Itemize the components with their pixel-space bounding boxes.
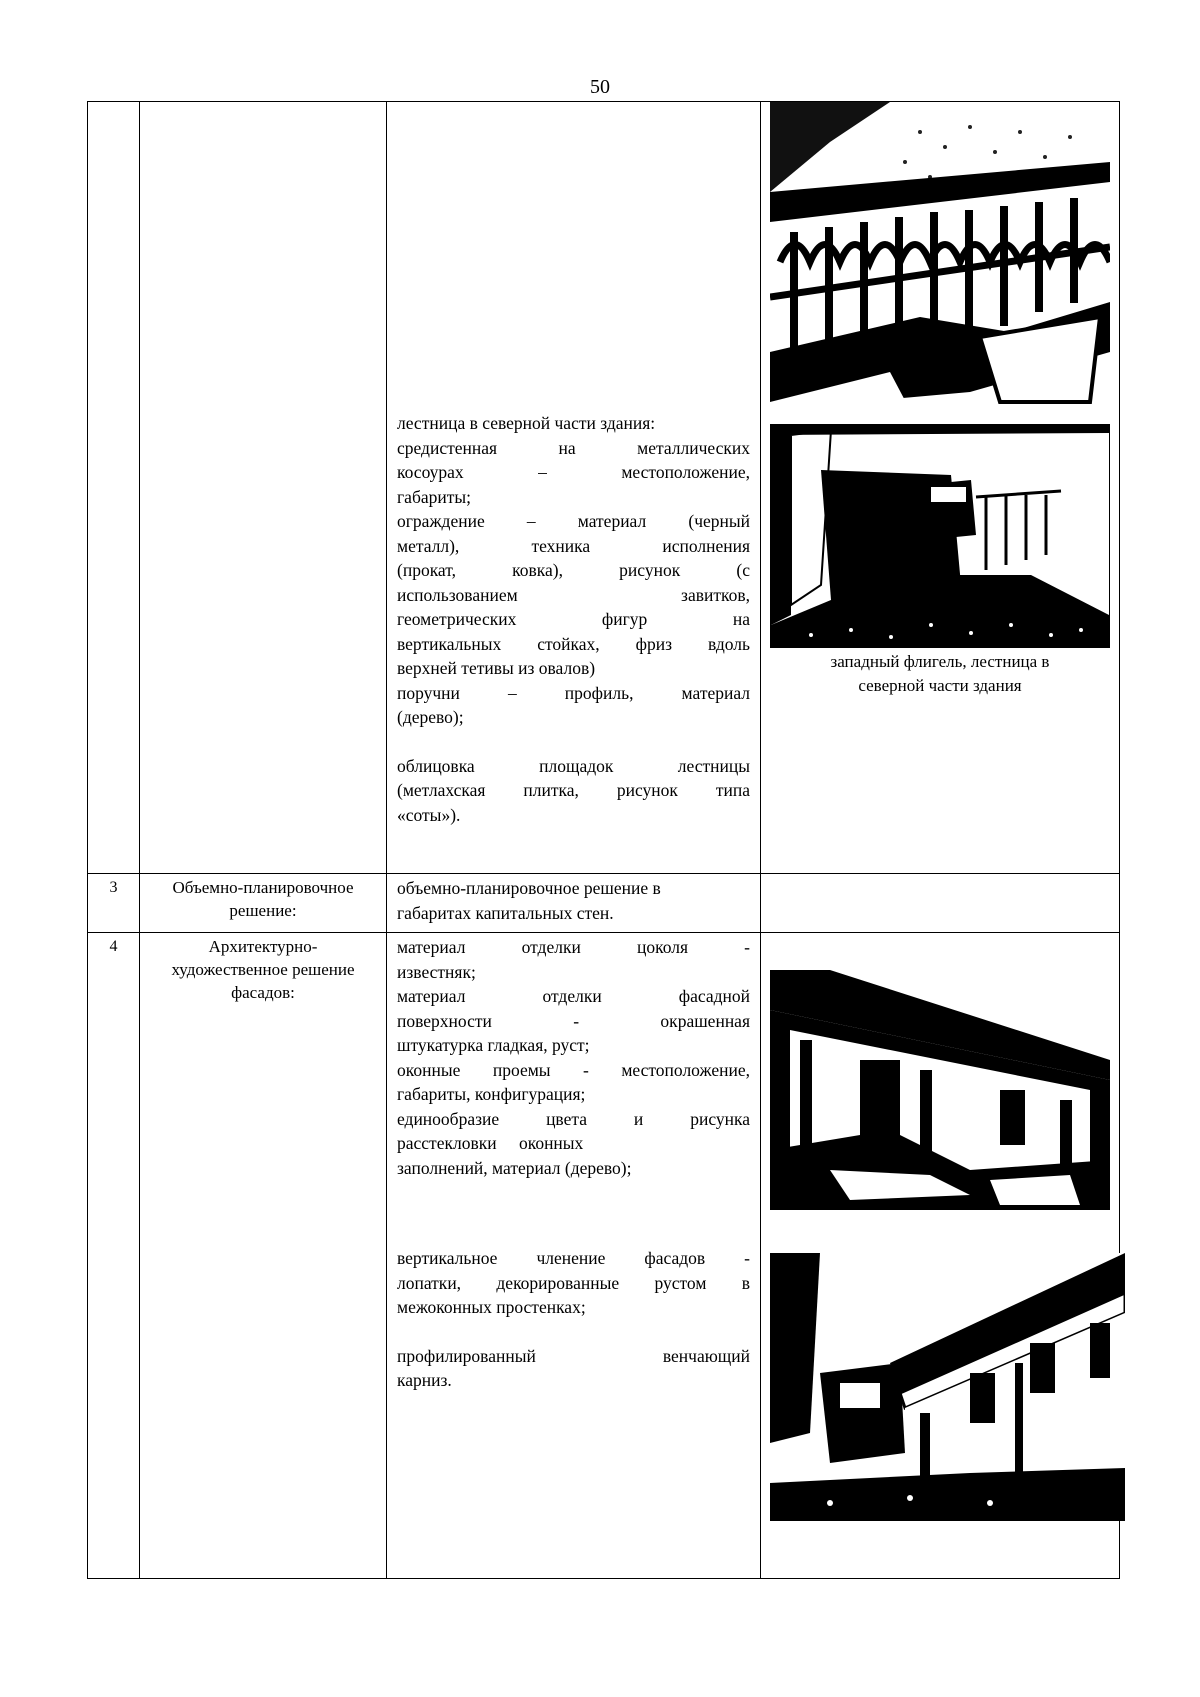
text-line: материал отделки цоколя - — [397, 937, 750, 957]
text-line: межоконных простенках; — [397, 1297, 586, 1317]
row-number: 4 — [109, 938, 118, 955]
staircase-railing-photo — [770, 102, 1110, 410]
text-line: металл), техника исполнения — [397, 535, 750, 556]
text-line: «соты»). — [397, 804, 461, 825]
text-line: вертикальное членение фасадов - — [397, 1248, 750, 1268]
row-divider — [87, 873, 1120, 874]
text-line: геометрических фигур на — [397, 609, 750, 629]
text-line: расстекловки оконных — [397, 1133, 584, 1153]
name-line: Архитектурно- — [208, 937, 318, 956]
row-4-description — [397, 935, 750, 1393]
text-line: (дерево); — [397, 707, 464, 727]
text-line: габаритах капитальных стен. — [397, 902, 614, 923]
caption-line: северной части здания — [858, 676, 1022, 695]
row-3-description — [397, 876, 750, 925]
text-line: габариты; — [397, 486, 471, 507]
row-number: 3 — [109, 879, 118, 896]
text-line: лестница в северной части здания: — [397, 413, 656, 433]
row-divider — [87, 932, 1120, 933]
text-line: поручни – профиль, материал — [397, 682, 750, 703]
name-line: решение: — [229, 901, 297, 920]
text-line: габариты, конфигурация; — [397, 1084, 586, 1104]
text-line: известняк; — [397, 961, 476, 982]
page-number: 50 — [590, 76, 610, 98]
name-line: фасадов: — [231, 983, 295, 1002]
text-line: лопатки, декорированные рустом в — [397, 1272, 750, 1293]
building-cornice-photo — [770, 1253, 1125, 1521]
row-4-name — [143, 935, 383, 1004]
text-line: ограждение – материал (черный — [397, 511, 750, 531]
text-line: объемно-планировочное решение в — [397, 878, 661, 898]
text-line: поверхности - окрашенная — [397, 1010, 750, 1031]
text-line: карниз. — [397, 1370, 452, 1390]
text-line: оконные проемы - местоположение, — [397, 1059, 750, 1080]
text-line: (метлахская плитка, рисунок типа — [397, 780, 750, 800]
text-line: материал отделки фасадной — [397, 986, 750, 1006]
staircase-landing-photo — [770, 424, 1110, 648]
name-line: Объемно-планировочное — [172, 878, 354, 897]
caption-line: западный флигель, лестница в — [830, 652, 1050, 671]
text-line: вертикальных стойках, фриз вдоль — [397, 633, 750, 654]
text-line: средистенная на металлических — [397, 437, 750, 458]
column-divider — [386, 101, 387, 1579]
text-line: профилированный венчающий — [397, 1345, 750, 1366]
column-divider — [139, 101, 140, 1579]
text-line: (прокат, ковка), рисунок (с — [397, 560, 750, 580]
text-line: косоурах – местоположение, — [397, 462, 750, 482]
text-line: единообразие цвета и рисунка — [397, 1108, 750, 1129]
building-facade-photo — [770, 970, 1110, 1210]
name-line: художественное решение — [171, 960, 355, 979]
row-3-name — [143, 876, 383, 922]
text-line: облицовка площадок лестницы — [397, 755, 750, 776]
text-line: штукатурка гладкая, руст; — [397, 1035, 590, 1055]
column-divider — [760, 101, 761, 1579]
text-line: использованием завитков, — [397, 584, 750, 605]
photo-caption — [770, 650, 1110, 698]
text-line: верхней тетивы из овалов) — [397, 658, 596, 678]
staircase-description — [397, 411, 750, 827]
text-line: заполнений, материал (дерево); — [397, 1157, 632, 1178]
